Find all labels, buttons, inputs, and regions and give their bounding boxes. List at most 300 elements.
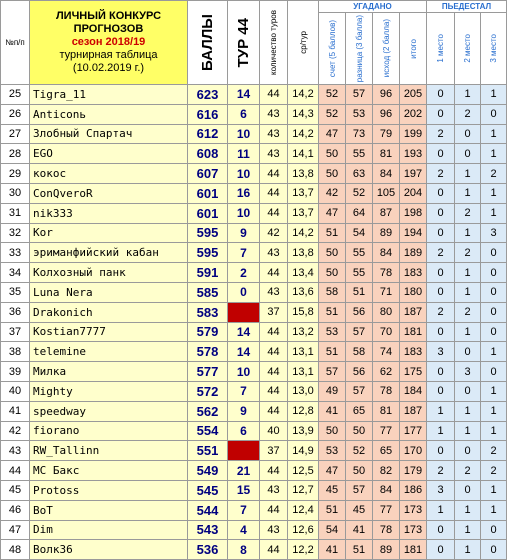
place3-cell: 0: [481, 243, 507, 263]
table-row: [1, 203, 531, 223]
tours-count-cell: 44: [260, 263, 288, 283]
tour-points-cell: 14: [228, 85, 260, 105]
player-name-cell: Kostian7777: [30, 322, 188, 342]
score-cell: 47: [319, 124, 346, 144]
place2-cell: 1: [455, 322, 481, 342]
table-row: [1, 263, 531, 283]
rank-cell: 25: [1, 85, 30, 105]
place3-cell: 1: [481, 401, 507, 421]
outcome-cell: 96: [373, 85, 400, 105]
tours-count-cell: 43: [260, 520, 288, 540]
tour-points-cell: 10: [228, 164, 260, 184]
player-name-cell: Kor: [30, 223, 188, 243]
outcome-cell: 81: [373, 144, 400, 164]
tours-count-cell: 43: [260, 104, 288, 124]
avg-cell: 15,8: [288, 302, 319, 322]
player-name-cell: кокос: [30, 164, 188, 184]
total-cell: 184: [400, 381, 427, 401]
diff-cell: 64: [346, 203, 373, 223]
place2-cell: 1: [455, 85, 481, 105]
tours-count-header: количество туров: [260, 1, 288, 85]
score-cell: 50: [319, 144, 346, 164]
avg-cell: 12,7: [288, 480, 319, 500]
tours-count-cell: 44: [260, 85, 288, 105]
tour-points-cell: 10: [228, 362, 260, 382]
place2-cell: 1: [455, 500, 481, 520]
diff-cell: 65: [346, 401, 373, 421]
total-cell: 186: [400, 480, 427, 500]
place3-cell: 2: [481, 461, 507, 481]
place3-cell: 0: [481, 263, 507, 283]
total-cell: 193: [400, 144, 427, 164]
score-cell: 41: [319, 401, 346, 421]
player-name-cell: Милка: [30, 362, 188, 382]
total-cell: 199: [400, 124, 427, 144]
diff-cell: 51: [346, 282, 373, 302]
outcome-cell: 105: [373, 183, 400, 203]
place1-cell: 1: [427, 401, 455, 421]
rank-cell: 26: [1, 104, 30, 124]
total-cell: 204: [400, 183, 427, 203]
outcome-cell: 89: [373, 540, 400, 560]
score-cell: 47: [319, 203, 346, 223]
avg-cell: 14,3: [288, 104, 319, 124]
rank-cell: 27: [1, 124, 30, 144]
rank-cell: 44: [1, 461, 30, 481]
table-title: ЛИЧНЫЙ КОНКУРС ПРОГНОЗОВ сезон 2018/19 турнирная таблица (10.02.2019 г.): [30, 1, 188, 85]
place2-cell: 1: [455, 164, 481, 184]
rank-cell: 33: [1, 243, 30, 263]
tours-count-cell: 44: [260, 540, 288, 560]
outcome-cell: 80: [373, 302, 400, 322]
diff-cell: 55: [346, 144, 373, 164]
table-row: [1, 461, 531, 481]
outcome-cell: 84: [373, 480, 400, 500]
rank-cell: 47: [1, 520, 30, 540]
tour-points-cell: 9: [228, 401, 260, 421]
points-cell: 554: [188, 421, 228, 441]
avg-cell: 14,2: [288, 85, 319, 105]
tours-count-cell: 44: [260, 342, 288, 362]
place1-cell: 2: [427, 302, 455, 322]
avg-cell: 13,2: [288, 322, 319, 342]
outcome-cell: 78: [373, 520, 400, 540]
table-row: [1, 342, 531, 362]
tour-points-cell: 7: [228, 381, 260, 401]
place3-cell: 1: [481, 203, 507, 223]
score-cell: 41: [319, 540, 346, 560]
points-cell: 623: [188, 85, 228, 105]
points-cell: 612: [188, 124, 228, 144]
place3-cell: 0: [481, 362, 507, 382]
tour-points-cell: 8: [228, 540, 260, 560]
score-header: счет (5 баллов): [319, 13, 346, 85]
place1-cell: 0: [427, 322, 455, 342]
table-row: [1, 540, 531, 560]
outcome-cell: 78: [373, 381, 400, 401]
place2-cell: 2: [455, 243, 481, 263]
total-cell: 205: [400, 85, 427, 105]
diff-cell: 57: [346, 85, 373, 105]
outcome-cell: 84: [373, 164, 400, 184]
tour-points-cell: 9: [228, 223, 260, 243]
points-cell: 585: [188, 282, 228, 302]
place3-cell: 1: [481, 381, 507, 401]
total-cell: 173: [400, 500, 427, 520]
points-cell: 562: [188, 401, 228, 421]
points-cell: 595: [188, 243, 228, 263]
score-cell: 52: [319, 104, 346, 124]
tours-count-cell: 37: [260, 302, 288, 322]
place1-cell: 2: [427, 164, 455, 184]
place1-header: 1 место: [427, 13, 455, 85]
place1-cell: 0: [427, 520, 455, 540]
avg-cell: 14,2: [288, 223, 319, 243]
score-cell: 54: [319, 520, 346, 540]
total-cell: 187: [400, 302, 427, 322]
place1-cell: 1: [427, 500, 455, 520]
table-row: [1, 401, 531, 421]
points-cell: 601: [188, 203, 228, 223]
place2-cell: 1: [455, 263, 481, 283]
player-name-cell: Luna Nera: [30, 282, 188, 302]
tours-count-cell: 42: [260, 223, 288, 243]
total-cell: 183: [400, 263, 427, 283]
place2-cell: 2: [455, 104, 481, 124]
diff-cell: 57: [346, 480, 373, 500]
score-cell: 51: [319, 302, 346, 322]
player-name-cell: BoT: [30, 500, 188, 520]
tour-points-cell: 10: [228, 203, 260, 223]
place2-cell: 1: [455, 520, 481, 540]
tour-points-cell: 7: [228, 243, 260, 263]
rank-cell: 37: [1, 322, 30, 342]
rank-cell: 41: [1, 401, 30, 421]
table-row: [1, 144, 531, 164]
tour-points-cell: 16: [228, 183, 260, 203]
score-cell: 53: [319, 322, 346, 342]
place2-cell: 3: [455, 362, 481, 382]
diff-header: разница (3 балла): [346, 13, 373, 85]
guessed-group-header: УГАДАНО: [319, 1, 427, 13]
rank-cell: 40: [1, 381, 30, 401]
tours-count-cell: 43: [260, 480, 288, 500]
points-cell: 579: [188, 322, 228, 342]
score-cell: 50: [319, 243, 346, 263]
place2-cell: 2: [455, 203, 481, 223]
tour-points-cell: 14: [228, 342, 260, 362]
rank-cell: 39: [1, 362, 30, 382]
player-name-cell: ConQveroR: [30, 183, 188, 203]
score-cell: 50: [319, 164, 346, 184]
player-name-cell: Злобный Спартач: [30, 124, 188, 144]
place1-cell: 2: [427, 243, 455, 263]
table-row: [1, 520, 531, 540]
table-row: [1, 183, 531, 203]
place2-cell: 0: [455, 144, 481, 164]
diff-cell: 73: [346, 124, 373, 144]
player-name-cell: MC Бакс: [30, 461, 188, 481]
player-name-cell: Drakonich: [30, 302, 188, 322]
tour-points-cell: 11: [228, 144, 260, 164]
tour-points-cell: 6: [228, 421, 260, 441]
tours-count-cell: 44: [260, 461, 288, 481]
place2-cell: 0: [455, 124, 481, 144]
place1-cell: 0: [427, 144, 455, 164]
player-name-cell: Волк36: [30, 540, 188, 560]
place2-cell: 0: [455, 342, 481, 362]
table-row: [1, 500, 531, 520]
points-cell: 543: [188, 520, 228, 540]
avg-header: ср/тур: [288, 1, 319, 85]
points-header: БАЛЛЫ: [188, 1, 228, 85]
points-cell: 577: [188, 362, 228, 382]
tours-count-cell: 44: [260, 362, 288, 382]
total-cell: 187: [400, 401, 427, 421]
avg-cell: 13,0: [288, 381, 319, 401]
table-row: [1, 124, 531, 144]
avg-cell: 12,6: [288, 520, 319, 540]
outcome-cell: 71: [373, 282, 400, 302]
place2-cell: 1: [455, 183, 481, 203]
player-name-cell: RW_Tallinn: [30, 441, 188, 461]
outcome-cell: 82: [373, 461, 400, 481]
tours-count-cell: 44: [260, 203, 288, 223]
rank-cell: 36: [1, 302, 30, 322]
total-cell: 177: [400, 421, 427, 441]
total-cell: 180: [400, 282, 427, 302]
diff-cell: 52: [346, 441, 373, 461]
points-cell: 572: [188, 381, 228, 401]
tours-count-cell: 37: [260, 441, 288, 461]
avg-cell: 13,7: [288, 203, 319, 223]
place2-cell: 1: [455, 421, 481, 441]
points-cell: 601: [188, 183, 228, 203]
outcome-cell: 77: [373, 500, 400, 520]
table-row: [1, 243, 531, 263]
tour-points-cell: 6: [228, 104, 260, 124]
place2-cell: 1: [455, 401, 481, 421]
avg-cell: 12,5: [288, 461, 319, 481]
diff-cell: 55: [346, 243, 373, 263]
tour-points-cell: 0: [228, 282, 260, 302]
rank-cell: 38: [1, 342, 30, 362]
outcome-cell: 78: [373, 263, 400, 283]
outcome-cell: 65: [373, 441, 400, 461]
tours-count-cell: 44: [260, 183, 288, 203]
points-cell: 595: [188, 223, 228, 243]
avg-cell: 12,4: [288, 500, 319, 520]
points-cell: 551: [188, 441, 228, 461]
diff-cell: 56: [346, 362, 373, 382]
place1-cell: 0: [427, 104, 455, 124]
points-cell: 616: [188, 104, 228, 124]
place2-cell: 1: [455, 282, 481, 302]
outcome-cell: 79: [373, 124, 400, 144]
avg-cell: 14,2: [288, 124, 319, 144]
place2-cell: 0: [455, 480, 481, 500]
tour-points-cell: 21: [228, 461, 260, 481]
player-name-cell: telemine: [30, 342, 188, 362]
avg-cell: 14,1: [288, 144, 319, 164]
place3-cell: 3: [481, 223, 507, 243]
place3-cell: 2: [481, 441, 507, 461]
place1-cell: 0: [427, 263, 455, 283]
tours-count-cell: 44: [260, 322, 288, 342]
podium-group-header: ПЬЕДЕСТАЛ: [427, 1, 507, 13]
score-cell: 51: [319, 500, 346, 520]
diff-cell: 58: [346, 342, 373, 362]
player-name-cell: speedway: [30, 401, 188, 421]
place3-cell: 0: [481, 104, 507, 124]
outcome-header: исход (2 балла): [373, 13, 400, 85]
rank-cell: 34: [1, 263, 30, 283]
place1-cell: 1: [427, 421, 455, 441]
place3-cell: 0: [481, 520, 507, 540]
avg-cell: 13,7: [288, 183, 319, 203]
place3-cell: 2: [481, 164, 507, 184]
place1-cell: 0: [427, 85, 455, 105]
place3-cell: 1: [481, 342, 507, 362]
table-row: [1, 164, 531, 184]
tours-count-cell: 43: [260, 144, 288, 164]
rank-cell: 45: [1, 480, 30, 500]
place1-cell: 0: [427, 381, 455, 401]
tours-count-cell: 44: [260, 381, 288, 401]
diff-cell: 57: [346, 322, 373, 342]
rank-cell: 31: [1, 203, 30, 223]
total-cell: 170: [400, 441, 427, 461]
player-name-cell: Колхозный панк: [30, 263, 188, 283]
diff-cell: 56: [346, 302, 373, 322]
outcome-cell: 81: [373, 401, 400, 421]
avg-cell: 13,1: [288, 362, 319, 382]
outcome-cell: 77: [373, 421, 400, 441]
tours-count-cell: 40: [260, 421, 288, 441]
place1-cell: 0: [427, 362, 455, 382]
place3-cell: 0: [481, 282, 507, 302]
tour-points-cell: 4: [228, 520, 260, 540]
table-row: [1, 441, 531, 461]
place2-header: 2 место: [455, 13, 481, 85]
avg-cell: 12,2: [288, 540, 319, 560]
place3-header: 3 место: [481, 13, 507, 85]
player-name-cell: Mighty: [30, 381, 188, 401]
score-cell: 51: [319, 223, 346, 243]
diff-cell: 45: [346, 500, 373, 520]
avg-cell: 13,6: [288, 282, 319, 302]
table-row: [1, 362, 531, 382]
rank-cell: 29: [1, 164, 30, 184]
points-cell: 578: [188, 342, 228, 362]
place1-cell: 2: [427, 461, 455, 481]
tour-points-cell: 15: [228, 480, 260, 500]
total-cell: 173: [400, 520, 427, 540]
diff-cell: 57: [346, 381, 373, 401]
diff-cell: 54: [346, 223, 373, 243]
avg-cell: 12,8: [288, 401, 319, 421]
rank-cell: 35: [1, 282, 30, 302]
outcome-cell: 74: [373, 342, 400, 362]
tour-points-cell: 7: [228, 500, 260, 520]
place3-cell: 0: [481, 322, 507, 342]
place3-cell: 0: [481, 302, 507, 322]
place2-cell: 1: [455, 540, 481, 560]
outcome-cell: 96: [373, 104, 400, 124]
tour-points-cell: 2: [228, 263, 260, 283]
table-row: [1, 381, 531, 401]
table-row: [1, 282, 531, 302]
points-cell: 591: [188, 263, 228, 283]
tours-count-cell: 43: [260, 243, 288, 263]
score-cell: 50: [319, 421, 346, 441]
avg-cell: 13,8: [288, 243, 319, 263]
diff-cell: 63: [346, 164, 373, 184]
score-cell: 58: [319, 282, 346, 302]
table-row: [1, 104, 531, 124]
points-cell: 607: [188, 164, 228, 184]
place1-cell: 0: [427, 540, 455, 560]
tours-count-cell: 44: [260, 164, 288, 184]
diff-cell: 52: [346, 183, 373, 203]
place3-cell: 1: [481, 124, 507, 144]
total-cell: 198: [400, 203, 427, 223]
score-cell: 45: [319, 480, 346, 500]
rank-cell: 46: [1, 500, 30, 520]
place3-cell: 1: [481, 85, 507, 105]
rank-cell: 42: [1, 421, 30, 441]
total-cell: 202: [400, 104, 427, 124]
place3-cell: 0: [481, 540, 507, 560]
table-row: [1, 302, 531, 322]
place1-cell: 3: [427, 342, 455, 362]
points-cell: 536: [188, 540, 228, 560]
place1-cell: 3: [427, 480, 455, 500]
avg-cell: 13,9: [288, 421, 319, 441]
tours-count-cell: 43: [260, 282, 288, 302]
player-name-cell: fiorano: [30, 421, 188, 441]
points-cell: 544: [188, 500, 228, 520]
score-cell: 52: [319, 85, 346, 105]
diff-cell: 50: [346, 461, 373, 481]
total-header: итого: [400, 13, 427, 85]
tour-points-cell: [228, 302, 260, 322]
total-cell: 183: [400, 342, 427, 362]
tour-points-cell: [228, 441, 260, 461]
points-cell: 545: [188, 480, 228, 500]
total-cell: 194: [400, 223, 427, 243]
diff-cell: 41: [346, 520, 373, 540]
table-body: [1, 85, 531, 560]
points-cell: 549: [188, 461, 228, 481]
score-cell: 53: [319, 441, 346, 461]
tour-points-cell: 10: [228, 124, 260, 144]
score-cell: 49: [319, 381, 346, 401]
rank-cell: 32: [1, 223, 30, 243]
avg-cell: 13,4: [288, 263, 319, 283]
place2-cell: 0: [455, 441, 481, 461]
player-name-cell: Tigra_11: [30, 85, 188, 105]
table-row: [1, 421, 531, 441]
num-header: №п/п: [1, 1, 30, 85]
diff-cell: 55: [346, 263, 373, 283]
place3-cell: 1: [481, 500, 507, 520]
rank-cell: 48: [1, 540, 30, 560]
place2-cell: 1: [455, 223, 481, 243]
place1-cell: 0: [427, 223, 455, 243]
avg-cell: 13,8: [288, 164, 319, 184]
player-name-cell: EGO: [30, 144, 188, 164]
